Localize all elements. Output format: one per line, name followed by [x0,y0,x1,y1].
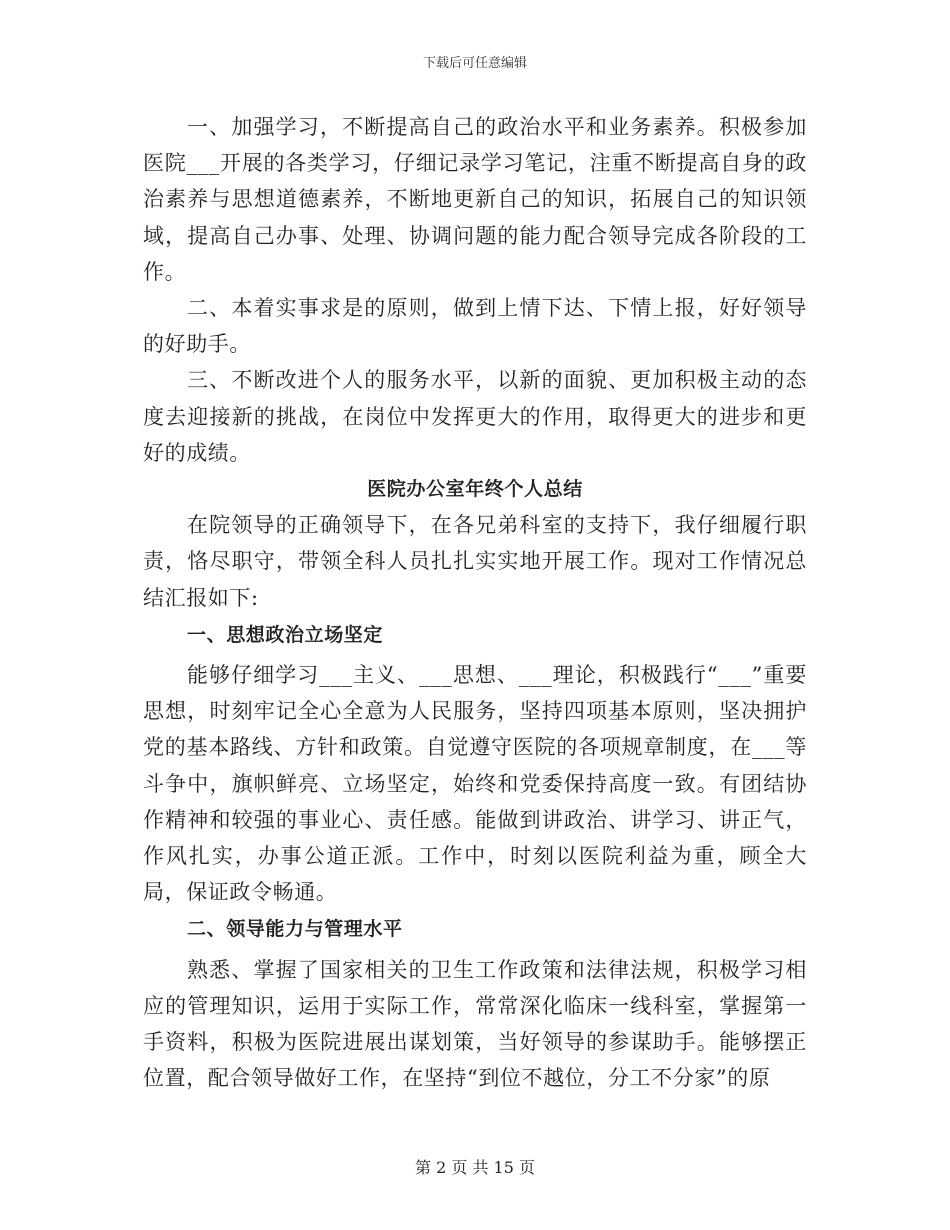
heading-political: 一、思想政治立场坚定 [187,623,384,646]
paragraph-political: 能够仔细学习___主义、___思想、___理论，积极践行“___”重要思想，时刻牢记全心全意为人民服务，坚持四项基本原则，坚决拥护党的基本路线、方针和政策。自觉遵守医院的各项规章制度，在___等斗争中，旗帜鲜亮、立场坚定，始终和党委保持高度一致。有团结协作精神和较强的事业心、责任感。能做到讲政治、讲学习、讲正气，作风扎实，办事公道正派。工作中，时刻以医院利益为重，顾全大局，保证政令畅通。 [143,663,807,905]
header-note: 下载后可任意编辑 [422,56,527,71]
paragraph-service: 三、不断改进个人的服务水平，以新的面貌、更加积极主动的态度去迎接新的挑战，在岗位中发挥更大的作用，取得更大的进步和更好的成绩。 [143,368,807,465]
paragraph-intro: 在院领导的正确领导下，在各兄弟科室的支持下，我仔细履行职责，恪尽职守，带领全科人员扎扎实实地开展工作。现对工作情况总结汇报如下: [143,513,807,610]
paragraph-leadership: 熟悉、掌握了国家相关的卫生工作政策和法律法规，积极学习相应的管理知识，运用于实际工作，常常深化临床一线科室，掌握第一手资料，积极为医院进展出谋划策，当好领导的参谋助手。能够摆正位置，配合领导做好工作，在坚持“到位不越位，分工不分家”的原 [143,957,807,1091]
section-title: 医院办公室年终个人总结 [367,478,583,501]
heading-leadership: 二、领导能力与管理水平 [187,918,403,941]
document-body [143,109,807,1096]
page-number: 第 2 页 共 15 页 [415,1158,535,1177]
paragraph-study: 一、加强学习，不断提高自己的政治水平和业务素养。积极参加医院___开展的各类学习，仔细记录学习笔记，注重不断提高自身的政治素养与思想道德素养，不断地更新自己的知识，拓展自己的知识领域，提高自己办事、处理、协调问题的能力配合领导完成各阶段的工作。 [143,115,807,284]
paragraph-principle: 二、本着实事求是的原则，做到上情下达、下情上报，好好领导的好助手。 [143,296,807,357]
